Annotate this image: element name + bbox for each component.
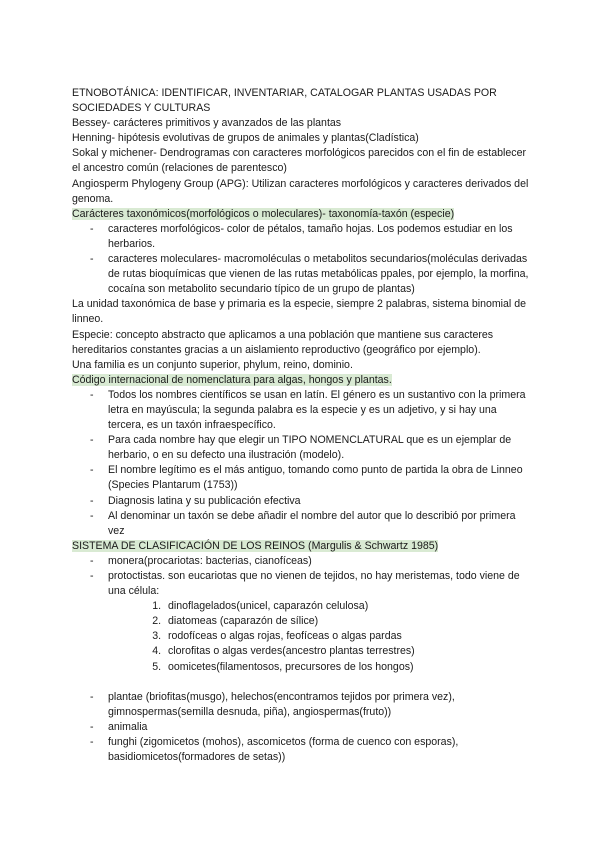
list-item: - animalia <box>108 720 532 735</box>
list-item: - Para cada nombre hay que elegir un TIPO NOMENCLATURAL que es un ejemplar de herbario, o en su defecto una ilustración (modelo). <box>108 433 532 463</box>
protoctistas-list <box>108 599 532 674</box>
caracteres-heading-text: Carácteres taxonómicos(morfológicos o moleculares)- taxonomía-taxón (especie) <box>72 207 455 220</box>
section-heading-caracteres <box>72 207 532 222</box>
sistema-heading-text: SISTEMA DE CLASIFICACIÓN DE LOS REINOS (Margulis & Schwartz 1985) <box>72 539 439 552</box>
reinos-list-a <box>72 554 532 675</box>
intro-bessey: Bessey- carácteres primitivos y avanzados de las plantas <box>72 117 342 130</box>
numbered-item: 1. dinoflagelados(unicel, caparazón celulosa) <box>164 599 532 614</box>
reinos-list-b <box>72 690 532 765</box>
numbered-item: 3. rodofíceas o algas rojas, feofíceas o algas pardas <box>164 629 532 644</box>
list-item: - caracteres morfológicos- color de pétalos, tamaño hojas. Los podemos estudiar en los herbarios. <box>108 222 532 252</box>
section-heading-codigo <box>72 373 532 388</box>
list-item: - plantae (briofitas(musgo), helechos(encontramos tejidos por primera vez), gimnospermas(semilla desnuda, piña), angiospermas(fruto)) <box>108 690 532 720</box>
protoctistas-text: protoctistas. son eucariotas que no vienen de tejidos, no hay meristemas, todo viene de una célula: <box>108 570 520 598</box>
numbered-item: 2. diatomeas (caparazón de sílice) <box>164 614 532 629</box>
intro-sokal: Sokal y michener- Dendrogramas con caracteres morfológicos parecidos con el fin de establecer el ancestro común (relaciones de parentesco) <box>72 147 526 175</box>
list-item: - funghi (zigomicetos (mohos), ascomicetos (forma de cuenco con esporas), basidiomicetos(formadores de setas)) <box>108 735 532 765</box>
section-heading-sistema <box>72 539 532 554</box>
numbered-item: 5. oomicetes(filamentosos, precursores de los hongos) <box>164 660 532 675</box>
paragraph-familia: Una familia es un conjunto superior, phylum, reino, dominio. <box>72 358 353 371</box>
codigo-heading-text: Código internacional de nomenclatura para algas, hongos y plantas. <box>72 373 392 386</box>
spacer <box>72 675 532 690</box>
list-item-protoctistas <box>108 569 532 675</box>
paragraph-especie: Especie: concepto abstracto que aplicamos a una población que mantiene sus caracteres hereditarios constantes gracias a un aislamiento reproductivo (geográfico por ejemplo). <box>72 328 494 356</box>
paragraph-unidad: La unidad taxonómica de base y primaria es la especie, siempre 2 palabras, sistema binomial de linneo. <box>72 298 527 326</box>
document-title: ETNOBOTÁNICA: IDENTIFICAR, INVENTARIAR, CATALOGAR PLANTAS USADAS POR SOCIEDADES Y CULTURAS <box>72 87 497 115</box>
codigo-list <box>72 388 532 539</box>
list-item: - Todos los nombres científicos se usan en latín. El género es un sustantivo con la primera letra en mayúscula; la segunda palabra es la especie y es un adjetivo, y si hay una tercera, es un taxón infraespecífico. <box>108 388 532 433</box>
document-body <box>72 86 532 765</box>
list-item: - caracteres moleculares- macromoléculas o metabolitos secundarios(moléculas derivadas de rutas bioquímicas que vienen de las rutas metabólicas ppales, por ejemplo, la morfina, cocaína son metabolito secundario típico de un grupo de plantas) <box>108 252 532 297</box>
list-item: - monera(procariotas: bacterias, cianofíceas) <box>108 554 532 569</box>
intro-apg: Angiosperm Phylogeny Group (APG): Utilizan caracteres morfológicos y caracteres derivados del genoma. <box>72 177 529 205</box>
intro-henning: Henning- hipótesis evolutivas de grupos de animales y plantas(Cladística) <box>72 132 419 145</box>
list-item: - El nombre legítimo es el más antiguo, tomando como punto de partida la obra de Linneo (Species Plantarum (1753)) <box>108 463 532 493</box>
caracteres-list <box>72 222 532 297</box>
numbered-item: 4. clorofitas o algas verdes(ancestro plantas terrestres) <box>164 644 532 659</box>
list-item: - Diagnosis latina y su publicación efectiva <box>108 494 532 509</box>
list-item: - Al denominar un taxón se debe añadir el nombre del autor que lo describió por primera vez <box>108 509 532 539</box>
